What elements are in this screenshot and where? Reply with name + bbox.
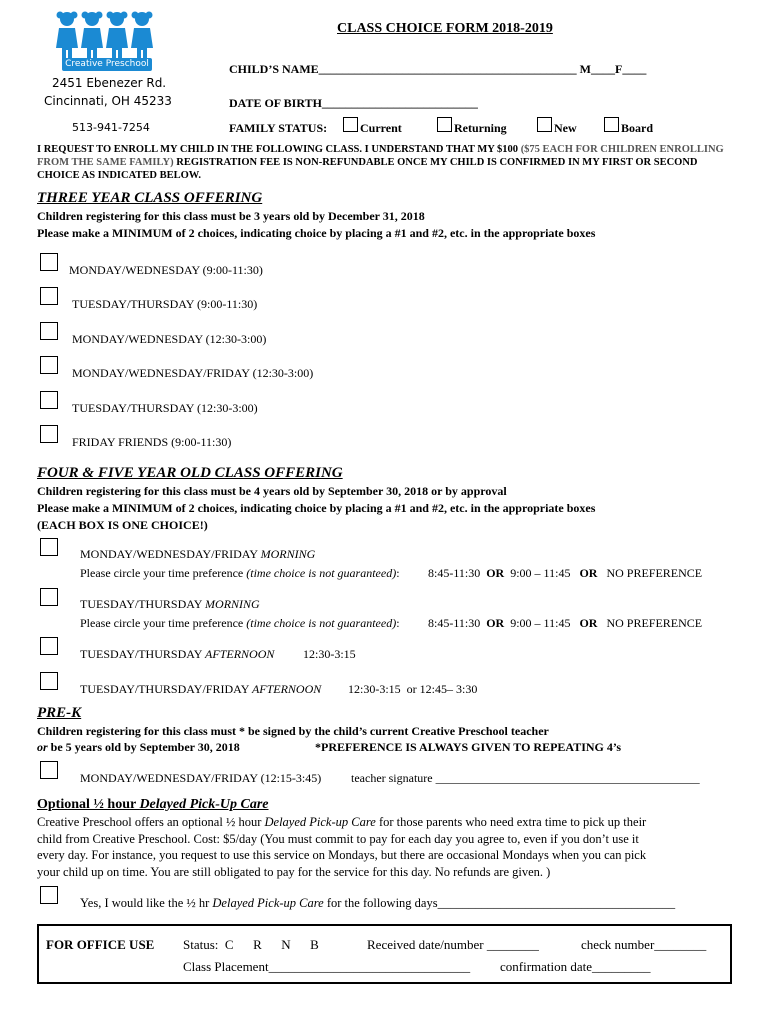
four-five-option-1-times: 8:45-11:30 OR 9:00 – 11:45 OR NO PREFERENCE	[428, 566, 703, 580]
logo-address: 2451 Ebenezer Rd.	[52, 76, 167, 90]
prek-option: MONDAY/WEDNESDAY/FRIDAY (12:15-3:45)	[80, 771, 322, 785]
logo-phone: 513-941-7254	[72, 121, 150, 134]
pickup-description: Creative Preschool offers an optional ½ hour Delayed Pick-up Care for those parents who need extra time to pick up their child from Creative Preschool. Cost: $5/day (You must commit to pay for each day you agree to, even if you don’t use it every day. For instance, you request to use this service on Mondays, but there are occasional Mondays when you can pick your child up on time. You are still obligated to pay for the service for this day. No refunds are given. )	[37, 815, 647, 879]
four-five-option-2-checkbox[interactable]	[40, 588, 58, 606]
teacher-signature-field[interactable]: teacher signature ____________________________________________	[351, 771, 700, 785]
check-number-field[interactable]: check number________	[581, 937, 707, 952]
status-current-checkbox[interactable]	[343, 117, 358, 132]
four-five-requirement-3: (EACH BOX IS ONE CHOICE!)	[37, 518, 208, 532]
status-new-label: New	[554, 121, 577, 135]
pickup-days-field[interactable]: Yes, I would like the ½ hr Delayed Pick-up Care for the following days______________________________________	[80, 896, 676, 910]
prek-requirement-1: Children registering for this class must * be signed by the child’s current Creative Preschool teacher	[37, 724, 549, 738]
three-year-requirement-2: Please make a MINIMUM of 2 choices, indicating choice by placing a #1 and #2, etc. in the appropriate boxes	[37, 226, 596, 240]
pickup-yes-checkbox[interactable]	[40, 886, 58, 904]
four-five-option-4-hours: 12:30-3:15 or 12:45– 3:30	[348, 682, 478, 696]
three-year-option-3: MONDAY/WEDNESDAY (12:30-3:00)	[72, 332, 267, 346]
prek-requirement-2: or be 5 years old by September 30, 2018	[37, 740, 240, 754]
confirmation-date-field[interactable]: confirmation date_________	[500, 959, 651, 974]
four-five-option-2-preference: Please circle your time preference (time choice is not guaranteed):	[80, 616, 400, 630]
request-text-3: REGISTRATION FEE IS NON-REFUNDABLE ONCE MY CHILD IS CONFIRMED IN MY FIRST OR SECOND CHOICE AS INDICATED BELOW.	[37, 157, 698, 181]
three-year-option-6: FRIDAY FRIENDS (9:00-11:30)	[72, 435, 232, 449]
four-five-option-2: TUESDAY/THURSDAY MORNING	[80, 597, 260, 611]
logo-city: Cincinnati, OH 45233	[44, 94, 172, 108]
three-year-option-5: TUESDAY/THURSDAY (12:30-3:00)	[72, 401, 258, 415]
status-returning-checkbox[interactable]	[437, 117, 452, 132]
status-current-label: Current	[360, 121, 402, 135]
three-year-heading: THREE YEAR CLASS OFFERING	[37, 190, 263, 206]
three-year-option-4-checkbox[interactable]	[40, 356, 58, 374]
family-status-label: FAMILY STATUS:	[229, 121, 328, 135]
four-five-option-1-preference: Please circle your time preference (time choice is not guaranteed):	[80, 566, 400, 580]
received-date-field[interactable]: Received date/number ________	[367, 937, 539, 952]
prek-heading: PRE-K	[37, 705, 82, 721]
status-board-checkbox[interactable]	[604, 117, 619, 132]
three-year-option-5-checkbox[interactable]	[40, 391, 58, 409]
four-five-option-4-checkbox[interactable]	[40, 672, 58, 690]
prek-preference-note: *PREFERENCE IS ALWAYS GIVEN TO REPEATING 4’s	[315, 740, 622, 754]
children-logo-icon	[55, 10, 155, 62]
four-five-option-1: MONDAY/WEDNESDAY/FRIDAY MORNING	[80, 547, 316, 561]
prek-option-checkbox[interactable]	[40, 761, 58, 779]
three-year-option-4: MONDAY/WEDNESDAY/FRIDAY (12:30-3:00)	[72, 366, 314, 380]
three-year-option-3-checkbox[interactable]	[40, 322, 58, 340]
request-text-1: I REQUEST TO ENROLL MY CHILD IN THE FOLLOWING CLASS. I UNDERSTAND THAT MY $100	[37, 144, 521, 155]
three-year-option-1-checkbox[interactable]	[40, 253, 58, 271]
four-five-option-1-checkbox[interactable]	[40, 538, 58, 556]
four-five-requirement-2: Please make a MINIMUM of 2 choices, indicating choice by placing a #1 and #2, etc. in the appropriate boxes	[37, 501, 596, 515]
four-five-option-3-checkbox[interactable]	[40, 637, 58, 655]
three-year-option-2: TUESDAY/THURSDAY (9:00-11:30)	[72, 297, 258, 311]
three-year-option-2-checkbox[interactable]	[40, 287, 58, 305]
date-of-birth-field[interactable]: DATE OF BIRTH__________________________	[229, 96, 478, 110]
office-use-label: FOR OFFICE USE	[46, 937, 155, 952]
status-new-checkbox[interactable]	[537, 117, 552, 132]
four-five-option-3: TUESDAY/THURSDAY AFTERNOON	[80, 647, 275, 661]
request-text-2: ($75 EACH FOR CHILDREN ENROLLING FROM THE SAME FAMILY)	[37, 144, 724, 168]
four-five-requirement-1: Children registering for this class must be 4 years old by September 30, 2018 or by approval	[37, 484, 507, 498]
status-returning-label: Returning	[454, 121, 507, 135]
status-board-label: Board	[621, 121, 654, 135]
office-status: Status: C R N B	[183, 937, 319, 952]
three-year-requirement-1: Children registering for this class must be 3 years old by December 31, 2018	[37, 209, 425, 223]
four-five-option-2-times: 8:45-11:30 OR 9:00 – 11:45 OR NO PREFERENCE	[428, 616, 703, 630]
logo-banner: Creative Preschool	[62, 58, 152, 71]
page-title: CLASS CHOICE FORM 2018-2019	[337, 21, 553, 36]
three-year-option-1: MONDAY/WEDNESDAY (9:00-11:30)	[69, 263, 263, 277]
three-year-option-6-checkbox[interactable]	[40, 425, 58, 443]
enrollment-request	[37, 143, 732, 182]
class-placement-field[interactable]: Class Placement_______________________________	[183, 959, 471, 974]
four-five-option-4: TUESDAY/THURSDAY/FRIDAY AFTERNOON	[80, 682, 322, 696]
four-five-heading: FOUR & FIVE YEAR OLD CLASS OFFERING	[37, 465, 343, 481]
pickup-heading: Optional ½ hour Delayed Pick-Up Care	[37, 797, 269, 812]
four-five-option-3-hours: 12:30-3:15	[303, 647, 356, 661]
childs-name-field[interactable]: CHILD’S NAME___________________________________________ M____F____	[229, 62, 647, 76]
office-use-box	[37, 924, 732, 984]
